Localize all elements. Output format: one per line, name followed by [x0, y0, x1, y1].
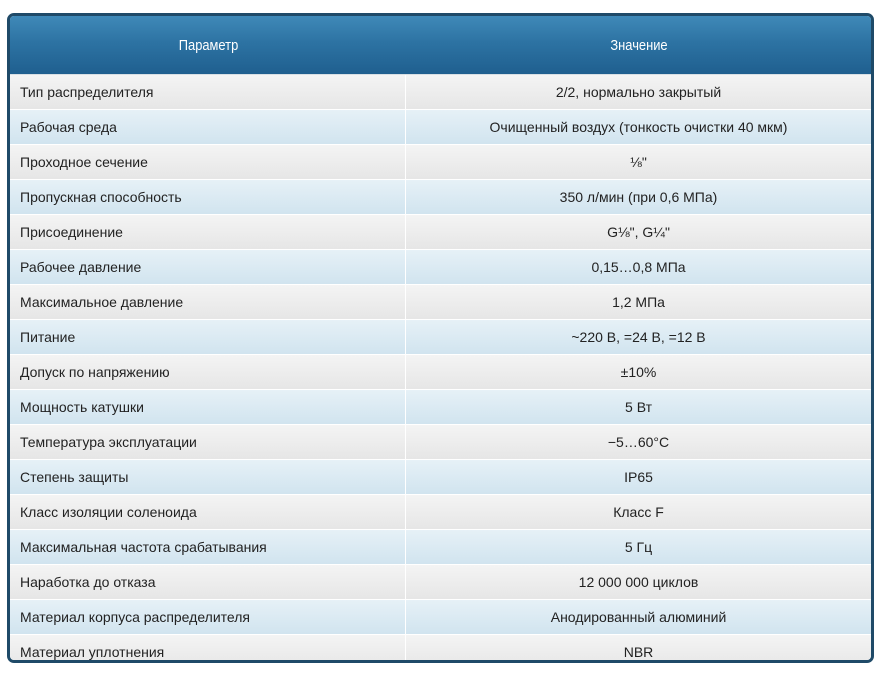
value-cell: ~220 В, =24 В, =12 В: [406, 320, 871, 354]
table-header: [10, 16, 871, 75]
value-cell: 5 Гц: [406, 530, 871, 564]
table-row: [10, 180, 871, 215]
param-cell: Максимальная частота срабатывания: [10, 530, 406, 564]
table-row: [10, 110, 871, 145]
param-cell: Проходное сечение: [10, 145, 406, 179]
table-row: [10, 530, 871, 565]
table-row: [10, 320, 871, 355]
value-cell: Класс F: [406, 495, 871, 529]
value-cell: ±10%: [406, 355, 871, 389]
table-body: [10, 75, 871, 663]
param-cell: Мощность катушки: [10, 390, 406, 424]
value-cell: ⅛": [406, 145, 871, 179]
param-cell: Температура эксплуатации: [10, 425, 406, 459]
header-value: Значение: [610, 36, 668, 54]
param-cell: Максимальное давление: [10, 285, 406, 319]
value-cell: 5 Вт: [406, 390, 871, 424]
value-cell: NBR: [406, 635, 871, 663]
table-row: [10, 635, 871, 663]
table-row: [10, 425, 871, 460]
value-cell: Анодированный алюминий: [406, 600, 871, 634]
param-cell: Рабочее давление: [10, 250, 406, 284]
table-row: [10, 215, 871, 250]
param-cell: Пропускная способность: [10, 180, 406, 214]
param-cell: Питание: [10, 320, 406, 354]
table-row: [10, 75, 871, 110]
table-row: [10, 460, 871, 495]
value-cell: G⅛", G¼": [406, 215, 871, 249]
value-cell: Очищенный воздух (тонкость очистки 40 мкм): [406, 110, 871, 144]
table-row: [10, 495, 871, 530]
param-cell: Класс изоляции соленоида: [10, 495, 406, 529]
param-cell: Материал корпуса распределителя: [10, 600, 406, 634]
param-cell: Присоединение: [10, 215, 406, 249]
table-row: [10, 355, 871, 390]
table-row: [10, 390, 871, 425]
value-cell: 12 000 000 циклов: [406, 565, 871, 599]
value-cell: 0,15…0,8 МПа: [406, 250, 871, 284]
param-cell: Степень защиты: [10, 460, 406, 494]
value-cell: 1,2 МПа: [406, 285, 871, 319]
value-cell: 2/2, нормально закрытый: [406, 75, 871, 109]
param-cell: Наработка до отказа: [10, 565, 406, 599]
param-cell: Тип распределителя: [10, 75, 406, 109]
param-cell: Допуск по напряжению: [10, 355, 406, 389]
value-cell: 350 л/мин (при 0,6 МПа): [406, 180, 871, 214]
table-row: [10, 285, 871, 320]
value-cell: IP65: [406, 460, 871, 494]
table-row: [10, 600, 871, 635]
table-row: [10, 145, 871, 180]
value-cell: −5…60°С: [406, 425, 871, 459]
spec-table: [7, 13, 874, 663]
param-cell: Рабочая среда: [10, 110, 406, 144]
header-param: Параметр: [178, 36, 239, 54]
table-row: [10, 250, 871, 285]
param-cell: Материал уплотнения: [10, 635, 406, 663]
table-row: [10, 565, 871, 600]
